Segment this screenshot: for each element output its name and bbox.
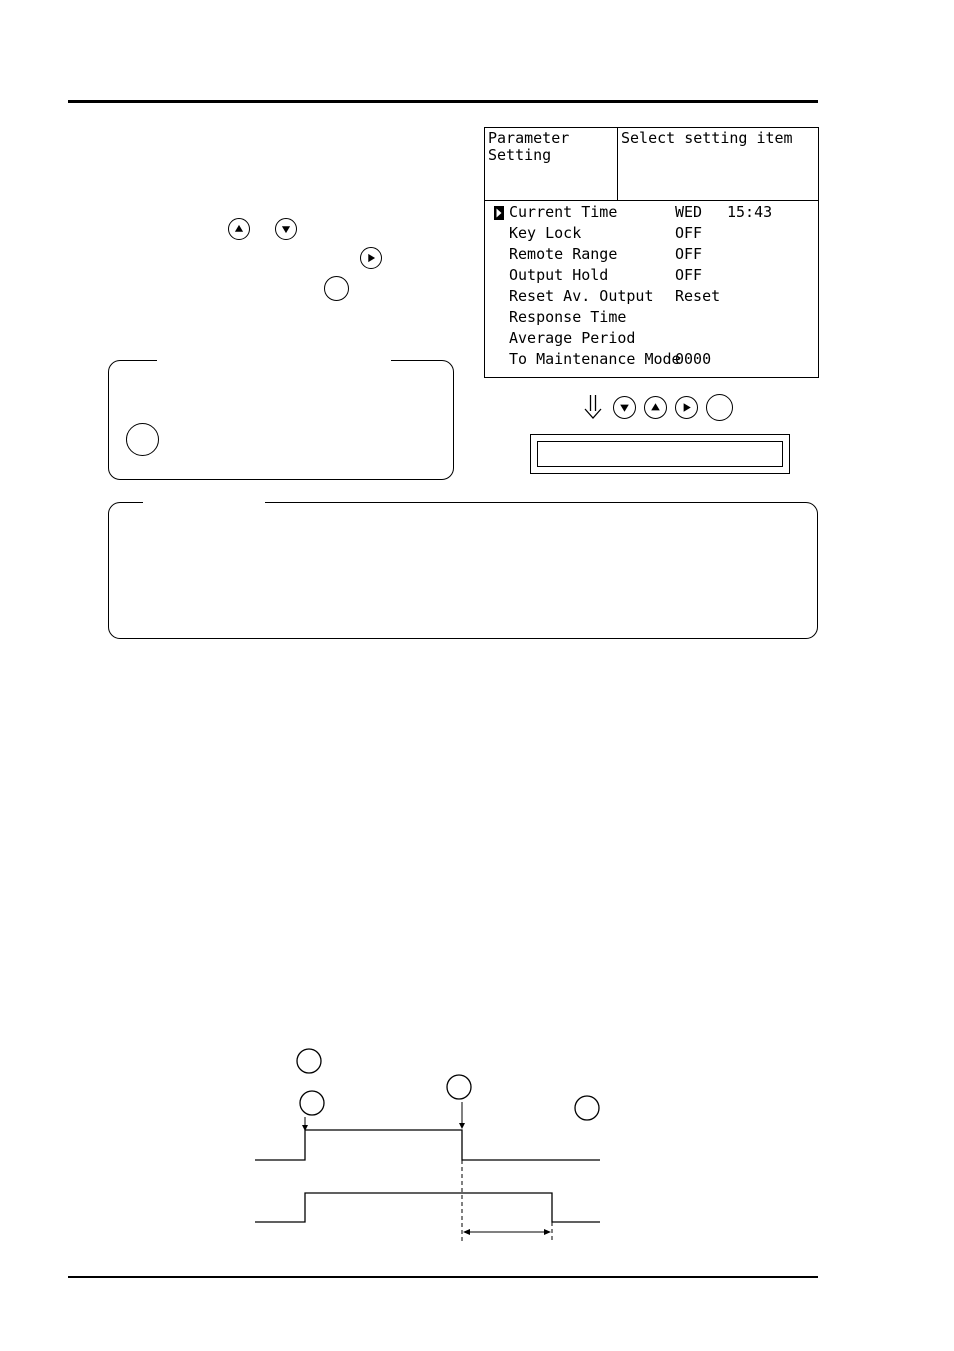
cursor-triangle-icon (494, 206, 504, 220)
lcd-item-label: Remote Range (509, 245, 618, 263)
lcd-item-value: 0000 (675, 350, 712, 368)
lcd-screen (484, 127, 819, 378)
lcd-prompt: Select setting item (621, 129, 793, 147)
lcd-item-label: To Maintenance Mode (509, 350, 681, 368)
lcd-menu-item[interactable] (485, 204, 818, 225)
lcd-item-label: Average Period (509, 329, 636, 347)
lcd-title: Parameter Setting (488, 129, 570, 164)
right-arrow-button-icon[interactable] (360, 247, 382, 269)
timing-marker-start (300, 1091, 324, 1115)
lcd-item-value: WED (675, 203, 703, 221)
lcd-item-value: OFF (675, 266, 703, 284)
up-arrow-button-icon[interactable] (644, 396, 667, 419)
lcd-menu-item[interactable] (485, 288, 818, 309)
round-blank-key-icon[interactable] (706, 394, 733, 421)
double-down-arrow-icon (583, 394, 603, 420)
lcd-menu-item[interactable] (485, 351, 818, 372)
note-box (108, 360, 454, 480)
result-display-inner (537, 441, 783, 467)
right-arrow-button-icon[interactable] (675, 396, 698, 419)
result-display-frame (530, 434, 790, 474)
timing-marker-top (297, 1049, 321, 1073)
lcd-item-value: OFF (675, 245, 703, 263)
lcd-menu-item[interactable] (485, 309, 818, 330)
header-rule (68, 100, 818, 103)
round-blank-key-icon[interactable] (324, 276, 349, 301)
lcd-item-time: 15:43 (727, 203, 773, 221)
lcd-item-value: OFF (675, 224, 703, 242)
lcd-menu-item[interactable] (485, 330, 818, 351)
lcd-item-label: Current Time (509, 203, 618, 221)
lcd-header (485, 128, 818, 201)
footer-rule (68, 1276, 818, 1278)
note-title-gap (157, 358, 391, 363)
signal-output-line (255, 1193, 600, 1222)
lcd-menu-item[interactable] (485, 267, 818, 288)
caution-title-gap (143, 500, 265, 505)
lcd-item-label: Response Time (509, 308, 627, 326)
timing-marker-end (447, 1075, 471, 1099)
signal-input-line (255, 1130, 600, 1160)
lcd-menu-item[interactable] (485, 246, 818, 267)
timing-diagram (240, 1040, 620, 1250)
lcd-item-label: Key Lock (509, 224, 582, 242)
down-arrow-button-icon[interactable] (613, 396, 636, 419)
timing-marker-release (575, 1096, 599, 1120)
caution-box (108, 502, 818, 639)
lcd-item-label: Output Hold (509, 266, 609, 284)
lcd-item-value: Reset (675, 287, 721, 305)
lcd-header-divider (617, 128, 618, 200)
lcd-menu-item[interactable] (485, 225, 818, 246)
down-arrow-button-icon[interactable] (275, 218, 297, 240)
lcd-item-label: Reset Av. Output (509, 287, 654, 305)
up-arrow-button-icon[interactable] (228, 218, 250, 240)
round-blank-key-icon (126, 423, 159, 456)
